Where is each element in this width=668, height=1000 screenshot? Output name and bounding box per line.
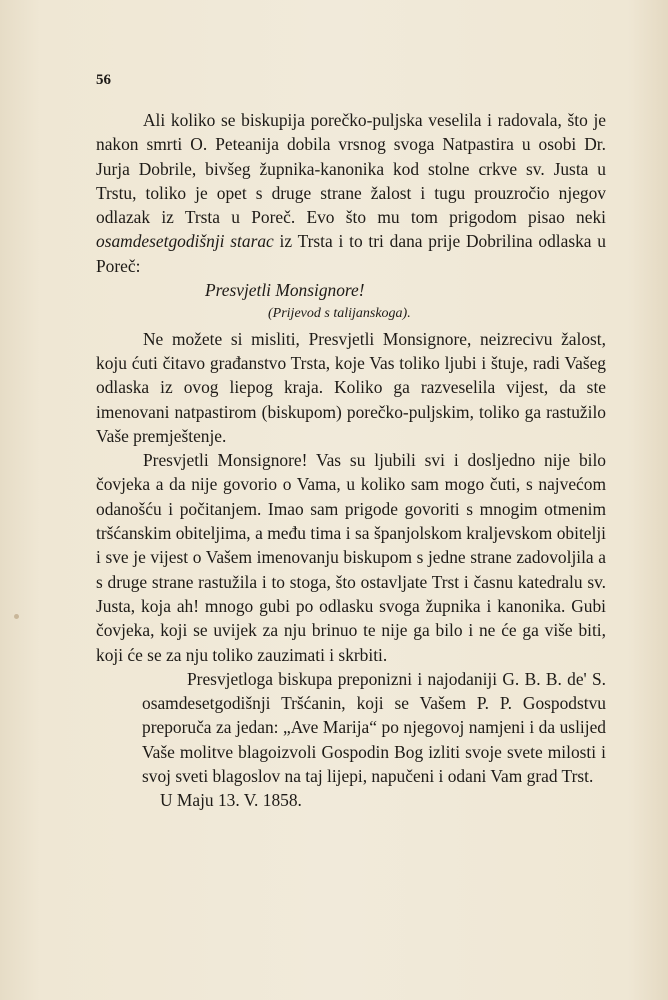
paragraph-intro-text-2: iz Trsta i to tri dana prije Dobrilina odlaska u Poreč: <box>96 231 606 276</box>
letter-paragraph-2: Presvjetli Monsignore! Vas su ljubili svi i dosljedno nije bilo čovjeka a da nije govorio o Vama, u koliko sam mogo čuti, s najvećom odanošću i počitanjem. Imao sam prigode govoriti s mnogim otmenim tršćanskim obiteljima, a među tima i sa španjolskom kraljevskom obitelji i sve je vijest o Vašem imenovanju biskupom s jedne strane zadovoljila a s druge strane rastužila i to stoga, što ostavljate Trst i časnu katedralu sv. Justa, koja ah! mnogo gubi po odlasku svoga župnika i kanonika. Gubi čovjeka, koji se uvijek za nju brinuo te nije ga bilo i ne će ga više biti, koji će se za nju toliko zauzimati i skrbiti. <box>96 450 606 665</box>
signature-block <box>96 667 606 788</box>
letter-salutation: Presvjetli Monsignore! <box>205 280 365 301</box>
translation-note: (Prijevod s talijanskoga). <box>268 306 411 322</box>
body-text <box>96 108 606 813</box>
paragraph-intro-text-1: Ali koliko se biskupija porečko-puljska veselila i radovala, što je nakon smrti O. Peteanija dobila vrsnog svoga Natpastira u osobi Dr. Jurja Dobrile, bivšeg župnika-kanonika kod stolne crkve sv. Justa u Trstu, toliko je opet s druge strane žalost i tugu prouzročio njegov odlazak iz Trsta u Poreč. Evo što mu tom prigodom pisao neki <box>96 110 606 228</box>
paragraph-intro <box>96 108 606 278</box>
letter-date: U Maju 13. V. 1858. <box>160 790 302 811</box>
paragraph-intro-italic: osamdesetgodišnji starac <box>96 231 274 252</box>
paper-mark <box>14 614 19 619</box>
signature-text: Presvjetloga biskupa preponizni i najodaniji G. B. B. de' S. osamdesetgodišnji Tršćanin, koji se Vašem P. P. Gospodstvu preporuča za jedan: „Ave Marija“ po njegovoj namjeni i da uslijed Vaše molitve blagoizvoli Gospodin Bog izliti svoje svete milosti i svoj sveti blagoslov na taj lijepi, napučeni i odani Vam grad Trst. <box>142 668 606 787</box>
letter-paragraph-1: Ne možete si misliti, Presvjetli Monsignore, neizrecivu žalost, koju ćuti čitavo građanstvo Trsta, koje Vas toliko ljubi i štuje, radi Vašeg odlaska iz ovog liepog kraja. Koliko ga razveselila vijest, da ste imenovani natpastirom (biskupom) porečko-puljskim, toliko ga rastužilo Vaše premještenje. <box>96 328 606 446</box>
page-number: 56 <box>96 72 111 88</box>
